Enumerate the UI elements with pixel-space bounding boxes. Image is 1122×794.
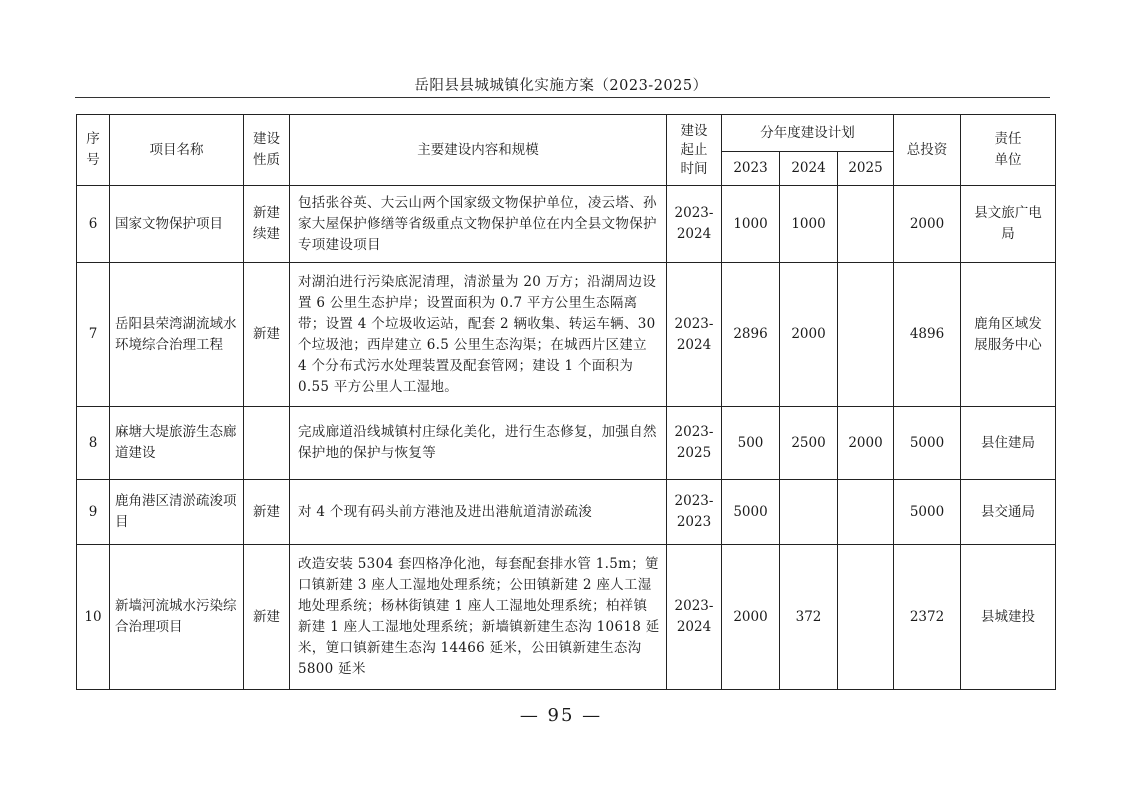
row-total: 2000 [894,186,961,263]
row-nature: 新建 [244,545,290,690]
row-year-2025 [838,263,894,407]
table-row [77,545,1056,690]
row-project-name: 鹿角港区清淤疏浚项目 [110,480,244,545]
row-seq: 6 [77,186,110,263]
row-seq: 7 [77,263,110,407]
row-nature [244,407,290,480]
row-period: 2023- 2023 [667,480,722,545]
row-total: 5000 [894,480,961,545]
row-project-name: 岳阳县荣湾湖流域水环境综合治理工程 [110,263,244,407]
row-responsible: 鹿角区域发 展服务中心 [961,263,1056,407]
row-content: 对 4 个现有码头前方港池及进出港航道清淤疏浚 [290,480,667,545]
row-year-2024: 372 [780,545,838,690]
row-year-2025 [838,480,894,545]
row-project-name: 国家文物保护项目 [110,186,244,263]
header-year-2023: 2023 [722,152,780,186]
row-responsible: 县交通局 [961,480,1056,545]
header-year-2024: 2024 [780,152,838,186]
row-responsible: 县城建投 [961,545,1056,690]
row-year-2024: 2000 [780,263,838,407]
row-year-2024: 2500 [780,407,838,480]
row-year-2023: 2000 [722,545,780,690]
row-content: 改造安装 5304 套四格净化池，每套配套排水管 1.5m；筻口镇新建 3 座人工湿地处理系统；公田镇新建 2 座人工湿地处理系统；杨林街镇建 1 座人工湿地处理系统；柏祥镇新建 1 座人工湿地处理系统；新墙镇新建生态沟 10618 延米，筻口镇新建生态沟 14466 延米，公田镇新建生态沟 5800 延米 [290,545,667,690]
row-year-2025 [838,545,894,690]
header-project-name: 项目名称 [110,115,244,186]
row-year-2024 [780,480,838,545]
header-year-2025: 2025 [838,152,894,186]
page-number: — 95 — [519,705,603,726]
row-period: 2023- 2025 [667,407,722,480]
row-year-2024: 1000 [780,186,838,263]
row-nature: 新建 续建 [244,186,290,263]
row-total: 2372 [894,545,961,690]
header-nature: 建设 性质 [244,115,290,186]
row-year-2023: 5000 [722,480,780,545]
row-content: 完成廊道沿线城镇村庄绿化美化，进行生态修复，加强自然保护地的保护与恢复等 [290,407,667,480]
header-divider [75,97,1050,98]
row-period: 2023- 2024 [667,263,722,407]
row-content: 对湖泊进行污染底泥清理，清淤量为 20 万方；沿湖周边设置 6 公里生态护岸；设置面积为 0.7 平方公里生态隔离带；设置 4 个垃圾收运站，配套 2 辆收集、转运车辆、30 个垃圾池；西岸建立 6.5 公里生态沟渠；在城西片区建立 4 个分布式污水处理装置及配套管网；建设 1 个面积为 0.55 平方公里人工湿地。 [290,263,667,407]
construction-plan-table [76,114,1056,690]
table-header-row [77,115,1056,152]
header-seq: 序 号 [77,115,110,186]
row-nature: 新建 [244,480,290,545]
header-responsible: 责任 单位 [961,115,1056,186]
row-year-2023: 2896 [722,263,780,407]
row-total: 5000 [894,407,961,480]
row-responsible: 县住建局 [961,407,1056,480]
row-total: 4896 [894,263,961,407]
header-total: 总投资 [894,115,961,186]
row-nature: 新建 [244,263,290,407]
row-year-2025 [838,186,894,263]
table-row [77,186,1056,263]
row-period: 2023- 2024 [667,186,722,263]
header-annual-plan: 分年度建设计划 [722,115,894,152]
table-row [77,480,1056,545]
row-year-2023: 1000 [722,186,780,263]
row-year-2023: 500 [722,407,780,480]
row-content: 包括张谷英、大云山两个国家级文物保护单位，凌云塔、孙家大屋保护修缮等省级重点文物保护单位在内全县文物保护专项建设项目 [290,186,667,263]
row-project-name: 新墙河流城水污染综合治理项目 [110,545,244,690]
row-period: 2023- 2024 [667,545,722,690]
document-header-title: 岳阳县县城城镇化实施方案（2023-2025） [414,78,708,94]
row-seq: 8 [77,407,110,480]
row-seq: 10 [77,545,110,690]
row-project-name: 麻塘大堤旅游生态廊道建设 [110,407,244,480]
table-row [77,263,1056,407]
row-seq: 9 [77,480,110,545]
header-content: 主要建设内容和规模 [290,115,667,186]
row-responsible: 县文旅广电 局 [961,186,1056,263]
header-period: 建设 起止 时间 [667,115,722,186]
table-row [77,407,1056,480]
row-year-2025: 2000 [838,407,894,480]
